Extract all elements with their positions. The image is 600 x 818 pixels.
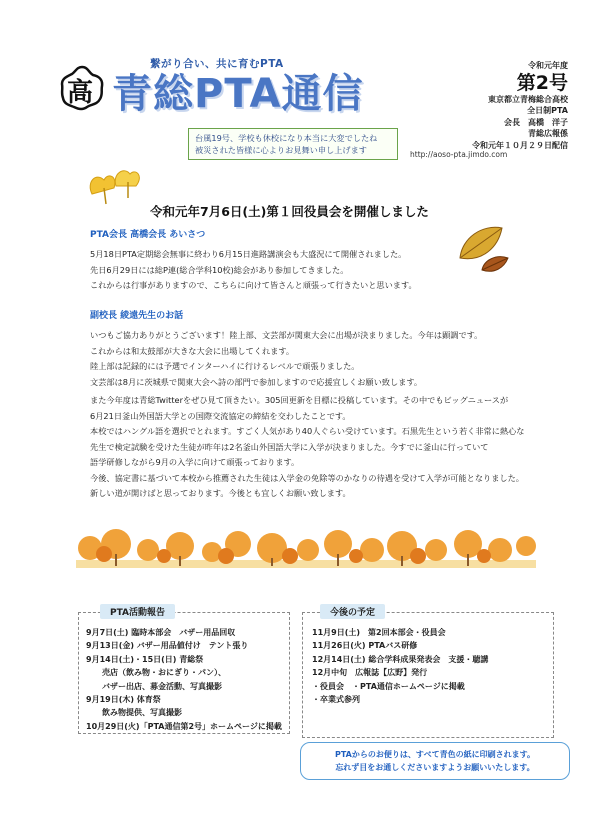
text-line: これからは和太鼓部が大きな大会に出場してくれます。: [90, 345, 295, 356]
slogan: 繋がり合い、共に育むPTA: [150, 58, 284, 70]
list-item: 9月7日(土) 臨時本部会 バザー用品回収: [86, 628, 236, 637]
section-vice-principal-title: 副校長 綾遠先生のお話: [90, 311, 184, 321]
section-president-body: [90, 247, 500, 294]
text-line: 6月21日釜山外国語大学との国際交流協定の締結を交わしたことです。: [90, 410, 351, 421]
typhoon-notice: [188, 128, 398, 160]
activity-report-label: PTA活動報告: [100, 604, 175, 619]
list-item: 売店（飲み物・おにぎり・パン）、: [86, 668, 226, 678]
notice-line2: 被災された皆様に心よりお見舞い申し上げます: [195, 145, 367, 155]
list-item: 9月14日(土)・15日(日) 青総祭: [86, 654, 204, 664]
list-item: 飲み物提供、写真撮影: [86, 708, 182, 718]
section-president-title: PTA会長 高橋会長 あいさつ: [90, 230, 206, 240]
schedule-label: 今後の予定: [320, 604, 385, 619]
list-item: 10月29日(火)「PTA通信第2号」ホームページに掲載: [86, 721, 282, 731]
newsletter-title: 青総PTA通信: [112, 71, 364, 117]
text-line: 陸上部は記録的には予選でインターハイに行けるレベルで頑張りました。: [90, 361, 360, 371]
section-vice-principal-para2: [90, 393, 560, 502]
text-line: 先日6月29日には総P連(総合学科10校)総会があり参加してきました。: [90, 264, 349, 275]
text-line: 5月18日PTA定期総会無事に終わり6月15日進路講演会も大盛況にて開催されました。: [90, 249, 407, 259]
website-url[interactable]: http://aoso-pta.jimdo.com: [410, 150, 508, 159]
list-item: ・卒業式参列: [312, 695, 360, 705]
text-line: いつもご協力ありがとうございます！陸上部、文芸部が関東大会に出場が決まりました。今年は顕調です。: [90, 330, 483, 340]
list-item: ・役員会 ・PTA通信ホームページに掲載: [312, 681, 465, 691]
school-logo: [58, 64, 106, 112]
blue-paper-notice: [300, 742, 570, 780]
list-item: 12月中旬 広報誌【広野】発行: [312, 668, 428, 678]
org-name: 全日制PTA: [527, 106, 568, 115]
list-item: 9月19日(木) 体育祭: [86, 695, 161, 705]
text-line: 今後、協定書に基づいて本校から推薦された生徒は入学金の免除等のかなりの待遇を受けて入学が可能となりました。: [90, 472, 524, 483]
ginkgo-leaves-icon: [84, 164, 144, 212]
section-vice-principal-para1: [90, 328, 550, 390]
text-line: これからは行事がありますので、こちらに向けて皆さんと頑張って行きたいと思います。: [90, 280, 417, 290]
text-line: 新しい道が開けばと思っております。今後とも宜しくお願い致します。: [90, 488, 351, 498]
text-line: 先生で検定試験を受けた生徒が昨年は2名釜山外国語大学に入学が決まりました。今すでに釜山に行っていて: [90, 441, 489, 452]
list-item: 11月9日(土) 第2回本部会・役員会: [312, 628, 446, 637]
list-item: 11月26日(火) PTAバス研修: [312, 641, 418, 651]
activity-list: [86, 626, 296, 733]
text-line: 語学研修しながら9月の入学に向けて頑張っております。: [90, 457, 300, 467]
notice-line1: 台風19号、学校も休校になり本当に大変でしたね: [195, 133, 378, 143]
text-line: また今年度は青総Twitterをぜひ見て頂きたい。305回更新を目標に投稿しています。その中でもビッグニュースが: [90, 395, 509, 405]
text-line: 文芸部は8月に茨城県で関東大会へ詩の部門で参加しますので応援宜しくお願い致します。: [90, 376, 423, 387]
fiscal-year: 令和元年度: [528, 61, 568, 70]
autumn-trees-illustration: [76, 524, 536, 576]
contact-line1: PTAからのお便りは、すべて青色の紙に印刷されます。: [334, 750, 536, 759]
list-item: 12月14日(土) 総合学科成果発表会 支援・聴講: [312, 654, 489, 664]
issue-info: [418, 60, 568, 151]
logo-char: 高: [67, 78, 94, 108]
department: 青総広報係: [528, 129, 568, 138]
list-item: バザー出店、募金活動、写真撮影: [86, 681, 222, 691]
text-line: 本校ではハングル語を選択でとれます。すごく人気があり40人ぐらい受けています。石黒先生という若く非常に熱心な: [90, 426, 525, 436]
school-name: 東京都立青梅総合高校: [488, 94, 568, 104]
list-item: 9月13日(金) バザー用品値付け テント張り: [86, 641, 249, 651]
president-name: 会長 高橋 洋子: [504, 117, 568, 127]
main-heading: 令和元年7月6日(土)第１回役員会を開催しました: [150, 204, 429, 219]
issue-date: 令和元年１０月２９日配信: [472, 140, 568, 150]
schedule-list: [312, 626, 552, 706]
issue-number: 第2号: [516, 71, 568, 94]
contact-line2: 忘れず目をお通しくださいますようお願いいたします。: [335, 763, 535, 772]
